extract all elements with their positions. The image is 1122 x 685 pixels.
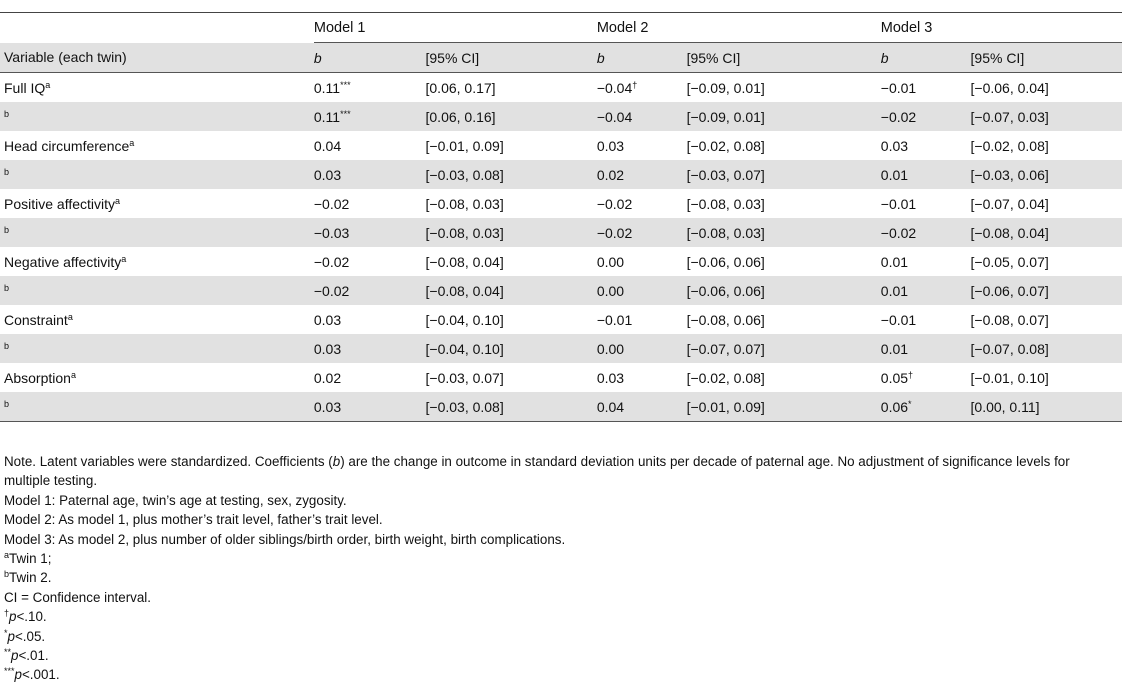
- b-value-cell: 0.01: [881, 334, 971, 363]
- variable-cell: Absorption$^a$: [4, 369, 76, 386]
- b-value-cell: −0.01: [880, 79, 917, 96]
- table-row: [0, 218, 1122, 247]
- variable-cell: Positive affectivity$^a$: [4, 195, 121, 212]
- b-value-cell: −0.03: [314, 218, 426, 247]
- ci-value-cell: [−0.06, 0.04]: [970, 79, 1049, 96]
- ci-value-cell: [−0.05, 0.07]: [970, 253, 1049, 270]
- b-value-cell: 0.01: [881, 160, 971, 189]
- b-value-cell: 0.00: [597, 276, 687, 305]
- b-value-cell: −0.01: [596, 311, 633, 328]
- table-row: [0, 131, 1122, 160]
- b-value-cell: 0.01: [881, 276, 971, 305]
- ci-value-cell: [−0.06, 0.06]: [686, 253, 765, 270]
- variable-cell: Constraint$^a$: [4, 311, 73, 328]
- b-value-cell: −0.02: [597, 218, 687, 247]
- results-table: [0, 12, 1122, 422]
- ci-value-cell: [−0.08, 0.04]: [426, 276, 597, 305]
- b-value-cell: 0.03: [880, 137, 909, 154]
- twin-2-note: $^b$Twin 2.: [4, 569, 52, 586]
- ci-value-cell: [−0.03, 0.07]: [687, 160, 881, 189]
- table-row: [0, 189, 1122, 218]
- ci-value-cell: [−0.08, 0.04]: [425, 253, 504, 270]
- b-header: b: [597, 43, 687, 73]
- ci-value-cell: [−0.08, 0.03]: [686, 195, 765, 212]
- ci-value-cell: [0.06, 0.16]: [426, 102, 597, 131]
- b-value-cell: 0.03: [314, 334, 426, 363]
- ci-value-cell: [−0.08, 0.03]: [425, 195, 504, 212]
- ci-value-cell: [−0.04, 0.10]: [426, 334, 597, 363]
- b-value-cell: 0.06*: [881, 392, 971, 422]
- variable-cell: b: [0, 218, 314, 247]
- b-value-cell: 0.03: [313, 311, 342, 328]
- ci-value-cell: [0.00, 0.11]: [971, 392, 1122, 422]
- model-1-header-span: [426, 13, 597, 43]
- variable-cell: Negative affectivity$^a$: [4, 253, 127, 270]
- model-2-note: Model 2: As model 1, plus mother’s trait level, father’s trait level.: [4, 512, 383, 528]
- ci-value-cell: [−0.01, 0.09]: [687, 392, 881, 422]
- ci-header: [95% CI]: [687, 43, 881, 73]
- b-value-cell: −0.02: [881, 218, 971, 247]
- b-value-cell: −0.02: [881, 102, 971, 131]
- ci-value-cell: [−0.07, 0.03]: [971, 102, 1122, 131]
- model-1-header: Model 1: [314, 13, 426, 43]
- b-header: b: [881, 43, 971, 73]
- b-value-cell: 0.03: [314, 160, 426, 189]
- significance-notes: [4, 607, 1118, 685]
- table-notes: [4, 452, 1118, 685]
- table-row: [0, 392, 1122, 422]
- model-3-header-span: [971, 13, 1122, 43]
- table-row: [0, 73, 1122, 103]
- b-value-cell: −0.04: [597, 102, 687, 131]
- b-header: b: [314, 43, 426, 73]
- b-value-cell: 0.11***: [313, 79, 351, 96]
- ci-value-cell: [0.06, 0.17]: [425, 79, 496, 96]
- ci-header: [95% CI]: [971, 43, 1122, 73]
- ci-value-cell: [−0.08, 0.04]: [971, 218, 1122, 247]
- b-value-cell: 0.02: [597, 160, 687, 189]
- ci-value-cell: [−0.06, 0.07]: [971, 276, 1122, 305]
- b-value-cell: −0.01: [880, 195, 917, 212]
- model-3-note: Model 3: As model 2, plus number of older siblings/birth order, birth weight, birth complications.: [4, 531, 566, 547]
- b-value-cell: 0.11***: [314, 102, 426, 131]
- variable-header: Variable (each twin): [0, 43, 314, 73]
- b-value-cell: −0.02: [596, 195, 633, 212]
- significance-note: ***p<.001.: [4, 666, 60, 683]
- b-value-cell: 0.03: [596, 137, 625, 154]
- ci-value-cell: [−0.03, 0.07]: [425, 369, 504, 386]
- ci-value-cell: [−0.08, 0.06]: [686, 311, 765, 328]
- ci-value-cell: [−0.07, 0.04]: [970, 195, 1049, 212]
- significance-note: *p<.05.: [4, 627, 46, 644]
- b-value-cell: −0.02: [313, 195, 350, 212]
- table-row: [0, 363, 1122, 392]
- ci-value-cell: [−0.08, 0.07]: [970, 311, 1049, 328]
- b-value-cell: 0.03: [314, 392, 426, 422]
- model-2-header: Model 2: [597, 13, 687, 43]
- ci-value-cell: [−0.08, 0.03]: [426, 218, 597, 247]
- table-row: [0, 305, 1122, 334]
- b-value-cell: 0.00: [597, 334, 687, 363]
- model-3-header: Model 3: [881, 13, 971, 43]
- b-value-cell: −0.02: [314, 276, 426, 305]
- ci-value-cell: [−0.09, 0.01]: [686, 79, 765, 96]
- model-1-note: Model 1: Paternal age, twin’s age at testing, sex, zygosity.: [4, 492, 347, 508]
- note-text: Note. Latent variables were standardized. Coefficients (b) are the change in outcome in standard deviation units per decade of paternal age. No adjustment of significance levels for multiple testing.: [4, 454, 1070, 489]
- ci-value-cell: [−0.03, 0.08]: [426, 392, 597, 422]
- ci-value-cell: [−0.02, 0.08]: [970, 137, 1049, 154]
- ci-value-cell: [−0.03, 0.06]: [971, 160, 1122, 189]
- variable-cell: Head circumference$^a$: [4, 137, 135, 154]
- ci-value-cell: [−0.09, 0.01]: [687, 102, 881, 131]
- significance-note: †p<.10.: [4, 608, 47, 625]
- b-value-cell: 0.04: [313, 137, 342, 154]
- ci-value-cell: [−0.01, 0.10]: [970, 369, 1049, 386]
- column-header-row: [0, 43, 1122, 73]
- b-value-cell: 0.01: [880, 253, 909, 270]
- ci-header: [95% CI]: [426, 43, 597, 73]
- ci-value-cell: [−0.08, 0.03]: [687, 218, 881, 247]
- ci-value-cell: [−0.07, 0.08]: [971, 334, 1122, 363]
- ci-value-cell: [−0.06, 0.06]: [687, 276, 881, 305]
- variable-cell: b: [0, 334, 314, 363]
- ci-note: CI = Confidence interval.: [4, 589, 152, 605]
- ci-value-cell: [−0.07, 0.07]: [687, 334, 881, 363]
- ci-value-cell: [−0.04, 0.10]: [425, 311, 504, 328]
- b-value-cell: −0.01: [880, 311, 917, 328]
- table-body: [0, 73, 1122, 422]
- b-value-cell: −0.02: [313, 253, 350, 270]
- variable-cell: b: [0, 392, 314, 422]
- b-value-cell: 0.02: [313, 369, 342, 386]
- model-2-header-span: [687, 13, 881, 43]
- ci-value-cell: [−0.02, 0.08]: [686, 137, 765, 154]
- table-row: [0, 160, 1122, 189]
- variable-cell: b: [0, 276, 314, 305]
- variable-cell: b: [0, 102, 314, 131]
- b-value-cell: −0.04†: [596, 79, 638, 96]
- ci-value-cell: [−0.02, 0.08]: [686, 369, 765, 386]
- b-value-cell: 0.00: [596, 253, 625, 270]
- model-header-row: [0, 13, 1122, 43]
- b-value-cell: 0.04: [597, 392, 687, 422]
- header-blank: [0, 13, 314, 43]
- twin-1-note: $^a$Twin 1;: [4, 550, 52, 567]
- table-row: [0, 247, 1122, 276]
- ci-value-cell: [−0.03, 0.08]: [426, 160, 597, 189]
- variable-cell: b: [0, 160, 314, 189]
- table-row: [0, 334, 1122, 363]
- b-value-cell: 0.03: [596, 369, 625, 386]
- table-row: [0, 102, 1122, 131]
- b-value-cell: 0.05†: [880, 369, 914, 386]
- significance-note: **p<.01.: [4, 647, 49, 664]
- variable-cell: Full $IQ^a$: [4, 79, 51, 96]
- table-row: [0, 276, 1122, 305]
- ci-value-cell: [−0.01, 0.09]: [425, 137, 504, 154]
